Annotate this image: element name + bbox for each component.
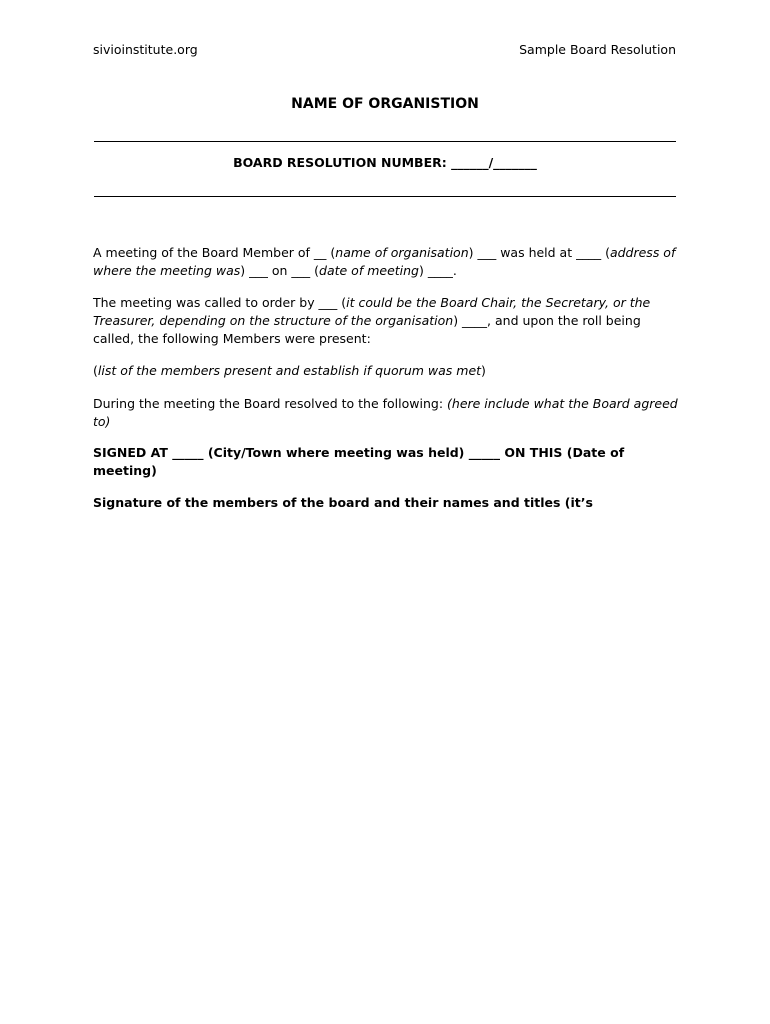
placeholder-date: date of meeting xyxy=(319,263,419,278)
placeholder-caller: it could be the Board Chair, the Secretary, or the Treasurer, depending on the structure of the organisation xyxy=(93,295,651,328)
header-website: sivioinstitute.org xyxy=(93,42,198,57)
text-run: ( xyxy=(93,363,98,378)
paragraph-resolutions xyxy=(93,395,683,431)
paragraph-signatures: Signature of the members of the board and their names and titles (it’s xyxy=(93,495,593,510)
text-run: ) ____. xyxy=(419,263,457,278)
header-document-title: Sample Board Resolution xyxy=(519,42,676,57)
bottom-divider xyxy=(94,196,676,197)
placeholder-members: list of the members present and establish if quorum was met xyxy=(97,363,482,378)
organisation-title: NAME OF ORGANISTION xyxy=(291,96,479,112)
text-run: ) ___ on ___ ( xyxy=(240,263,320,278)
text-run: The meeting was called to order by ___ ( xyxy=(93,295,347,310)
placeholder-address: address of where the meeting was xyxy=(93,245,676,278)
paragraph-meeting-details xyxy=(93,244,683,280)
placeholder-resolutions: (here include what the Board agreed to) xyxy=(93,396,678,429)
top-divider xyxy=(94,141,676,142)
resolution-number: BOARD RESOLUTION NUMBER: ______/_______ xyxy=(233,155,537,170)
text-run: ) xyxy=(481,363,486,378)
paragraph-call-to-order xyxy=(93,294,683,348)
paragraph-members-present xyxy=(93,362,683,380)
text-run: During the meeting the Board resolved to the following: xyxy=(93,396,448,411)
text-run: A meeting of the Board Member of __ ( xyxy=(93,245,336,260)
paragraph-signed-at: SIGNED AT _____ (City/Town where meeting was held) _____ ON THIS (Date of meeting) xyxy=(93,445,625,478)
placeholder-organisation: name of organisation xyxy=(335,245,469,260)
text-run: ) ___ was held at ____ ( xyxy=(468,245,610,260)
text-run: ) ____, and upon the roll being called, the following Members were present: xyxy=(93,313,641,346)
